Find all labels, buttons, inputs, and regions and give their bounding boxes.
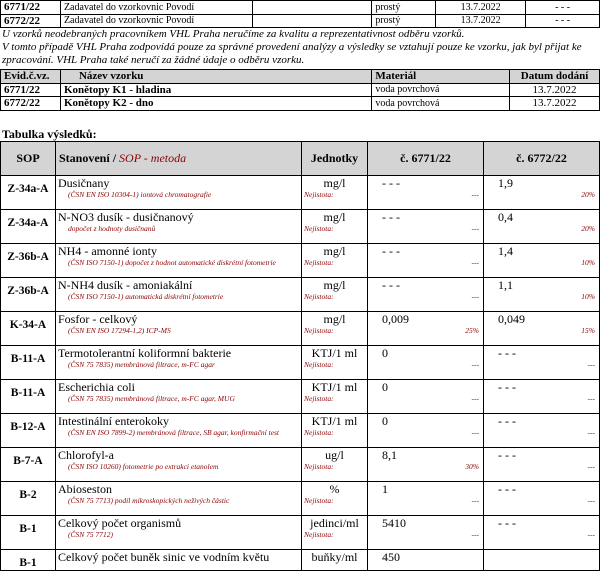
uncertainty-label: Nejistota: — [304, 291, 334, 301]
col-header-sample-1: č. 6771/22 — [368, 142, 484, 176]
nazev-cell: Konětopy K1 - hladina — [60, 83, 371, 97]
value-text: 0,049 — [498, 312, 525, 326]
value-cell-sample-1 — [368, 210, 484, 244]
uncertainty-label: Nejistota: — [304, 257, 334, 267]
stanoveni-cell — [56, 414, 302, 448]
value-text: - - - — [498, 516, 516, 530]
table-row — [1, 380, 600, 414]
uncertainty-value: --- — [587, 359, 595, 369]
table-row — [1, 1, 600, 15]
disclaimer-note — [2, 28, 598, 67]
sop-cell: Z-34a-A — [1, 210, 56, 244]
uncertainty-value: --- — [587, 495, 595, 505]
value-text: 1,9 — [498, 176, 513, 190]
evid-cell: 6771/22 — [1, 83, 61, 97]
value-cell-sample-2 — [484, 516, 600, 550]
col-header-jednotky: Jednotky — [302, 142, 368, 176]
analyte-name: Celkový počet buněk sinic ve vodním květu — [58, 550, 270, 564]
method-text: (ČSN ISO 10260) fotometrie po extrakci etanolem — [68, 461, 219, 471]
value-cell-sample-1 — [368, 176, 484, 210]
sop-cell: B-12-A — [1, 414, 56, 448]
unit-cell — [302, 448, 368, 482]
unit-cell — [302, 210, 368, 244]
sop-cell: Z-36b-A — [1, 278, 56, 312]
table-row — [1, 346, 600, 380]
uncertainty-value: --- — [471, 427, 479, 437]
evid-cell: 6772/22 — [1, 97, 61, 111]
uncertainty-value: 15% — [581, 325, 595, 335]
analyte-name: Abioseston — [58, 482, 112, 496]
value-cell-sample-1 — [368, 482, 484, 516]
table-row — [1, 210, 600, 244]
unit-cell — [302, 346, 368, 380]
table-row — [1, 97, 600, 111]
zadavatel-cell: Zadavatel do vzorkovnic Povodí — [60, 1, 252, 15]
extra-cell: - - - — [526, 1, 600, 15]
unit-cell — [302, 244, 368, 278]
analyte-name: Intestinální enterokoky — [58, 414, 169, 428]
sop-cell: B-7-A — [1, 448, 56, 482]
value-text: 0 — [382, 414, 388, 428]
table-header-row — [1, 142, 600, 176]
method-text: (ČSN 75 7713) podíl mikroskopických neživých částic — [68, 495, 230, 505]
value-cell-sample-2 — [484, 346, 600, 380]
unit-text: ug/l — [325, 448, 344, 462]
value-text: - - - — [498, 448, 516, 462]
col-header-datum: Datum dodání — [510, 70, 600, 84]
value-text: 0,009 — [382, 312, 409, 326]
value-cell-sample-2 — [484, 278, 600, 312]
value-cell-sample-2 — [484, 312, 600, 346]
material-cell: voda povrchová — [372, 83, 510, 97]
uncertainty-label: Nejistota: — [304, 461, 334, 471]
uncertainty-value: 20% — [581, 189, 595, 199]
uncertainty-value: 10% — [581, 257, 595, 267]
analyte-name: Escherichia coli — [58, 380, 135, 394]
evid-cell: 6772/22 — [1, 14, 61, 28]
value-text: 8,1 — [382, 448, 397, 462]
col-header-stanoveni — [56, 142, 302, 176]
stanoveni-cell — [56, 312, 302, 346]
results-table — [0, 141, 600, 571]
material-cell — [252, 1, 372, 15]
stanoveni-cell — [56, 516, 302, 550]
unit-text: mg/l — [323, 278, 346, 292]
col-header-material: Materiál — [372, 70, 510, 84]
value-text: 1 — [382, 482, 388, 496]
material-cell — [252, 14, 372, 28]
value-text: 5410 — [382, 516, 406, 530]
analyte-name: NH4 - amonné ionty — [58, 244, 157, 258]
unit-cell — [302, 278, 368, 312]
stanoveni-cell — [56, 380, 302, 414]
unit-cell — [302, 176, 368, 210]
uncertainty-value: --- — [471, 359, 479, 369]
method-text: (ČSN 75 7835) membránová filtrace, m-FC agar, MUG — [68, 393, 235, 403]
col-header-nazev: Název vzorku — [60, 70, 371, 84]
method-text: (ČSN EN ISO 17294-1,2) ICP-MS — [68, 325, 171, 335]
sample-submission-table — [0, 0, 600, 28]
table-header-row — [1, 70, 600, 84]
value-text: - - - — [382, 278, 400, 292]
value-cell-sample-1 — [368, 278, 484, 312]
table-row — [1, 14, 600, 28]
uncertainty-label: Nejistota: — [304, 359, 334, 369]
uncertainty-label: Nejistota: — [304, 495, 334, 505]
uncertainty-label: Nejistota: — [304, 529, 334, 539]
sop-cell: B-11-A — [1, 380, 56, 414]
stanoveni-cell — [56, 482, 302, 516]
header-separator: / — [109, 150, 120, 165]
analyte-name: Dusičnany — [58, 176, 110, 190]
value-cell-sample-1 — [368, 380, 484, 414]
uncertainty-value: --- — [587, 529, 595, 539]
value-cell-sample-2 — [484, 210, 600, 244]
col-header-evid: Evid.č.vz. — [1, 70, 61, 84]
extra-cell: - - - — [526, 14, 600, 28]
value-cell-sample-1 — [368, 550, 484, 571]
value-text: 0,4 — [498, 210, 513, 224]
disclaimer-line: V tomto případě VHL Praha zodpovídá pouze za správné provedení analýzy a výsledky se vztahují pouze ke vzorku, jak byl přijat ke zpracování. VHL Praha také neručí za žádné údaje o odběru vzorku. — [2, 41, 582, 66]
stanoveni-label: Stanovení — [59, 150, 110, 165]
col-header-sop: SOP — [1, 142, 56, 176]
datum-cell: 13.7.2022 — [510, 83, 600, 97]
value-cell-sample-2 — [484, 244, 600, 278]
uncertainty-label: Nejistota: — [304, 325, 334, 335]
stanoveni-cell — [56, 176, 302, 210]
value-cell-sample-2 — [484, 448, 600, 482]
sample-evidence-table — [0, 69, 600, 111]
table-row — [1, 312, 600, 346]
unit-text: KTJ/1 ml — [311, 380, 358, 394]
value-text — [484, 550, 599, 551]
stanoveni-cell — [56, 278, 302, 312]
unit-text: % — [329, 482, 340, 496]
method-text: (ČSN 75 7712) — [68, 529, 113, 539]
evid-cell: 6771/22 — [1, 1, 61, 15]
value-cell-sample-1 — [368, 448, 484, 482]
uncertainty-value: --- — [587, 427, 595, 437]
sop-cell: B-11-A — [1, 346, 56, 380]
unit-text: KTJ/1 ml — [311, 414, 358, 428]
zadavatel-cell: Zadavatel do vzorkovnic Povodí — [60, 14, 252, 28]
stanoveni-cell — [56, 210, 302, 244]
unit-text: mg/l — [323, 244, 346, 258]
uncertainty-value: 20% — [581, 223, 595, 233]
value-text: - - - — [498, 414, 516, 428]
uncertainty-value: --- — [471, 189, 479, 199]
uncertainty-value: 10% — [581, 291, 595, 301]
analyte-name: Chlorofyl-a — [58, 448, 114, 462]
value-cell-sample-2 — [484, 482, 600, 516]
table-row — [1, 550, 600, 571]
uncertainty-value: --- — [471, 257, 479, 267]
method-text: dopočet z hodnoty dusičnanů — [68, 223, 156, 233]
stanoveni-cell — [56, 244, 302, 278]
sop-cell: B-1 — [1, 516, 56, 550]
value-text: 0 — [382, 380, 388, 394]
sop-cell: K-34-A — [1, 312, 56, 346]
value-text: 1,4 — [498, 244, 513, 258]
method-text: (ČSN EN ISO 10304-1) iontová chromatografie — [68, 189, 212, 199]
type-cell: prostý — [372, 1, 436, 15]
analyte-name: Fosfor - celkový — [58, 312, 138, 326]
sop-cell: Z-34a-A — [1, 176, 56, 210]
unit-text: mg/l — [323, 176, 346, 190]
value-text: - - - — [498, 346, 516, 360]
value-cell-sample-1 — [368, 312, 484, 346]
disclaimer-line: U vzorků neodebraných pracovníkem VHL Praha neručíme za kvalitu a reprezentativnost odběru vzorků. — [2, 28, 465, 40]
method-text: (ČSN EN ISO 7899-2) membránová filtrace, SB agar, konfirmační test — [68, 427, 280, 437]
uncertainty-value: --- — [471, 529, 479, 539]
table-row — [1, 482, 600, 516]
unit-cell — [302, 482, 368, 516]
value-text: - - - — [382, 210, 400, 224]
unit-text: buňky/ml — [311, 550, 358, 564]
uncertainty-value: --- — [471, 495, 479, 505]
method-text: (ČSN ISO 7150-1) dopočet z hodnot automatické diskrétní fotometrie — [68, 257, 276, 267]
value-cell-sample-2 — [484, 414, 600, 448]
sop-cell: Z-36b-A — [1, 244, 56, 278]
date-cell: 13.7.2022 — [436, 14, 526, 28]
material-cell: voda povrchová — [372, 97, 510, 111]
uncertainty-label: Nejistota: — [304, 427, 334, 437]
uncertainty-value: --- — [587, 461, 595, 471]
unit-cell — [302, 312, 368, 346]
uncertainty-value: --- — [587, 393, 595, 403]
value-cell-sample-1 — [368, 346, 484, 380]
table-row — [1, 83, 600, 97]
unit-text: KTJ/1 ml — [311, 346, 358, 360]
datum-cell: 13.7.2022 — [510, 97, 600, 111]
value-text: 1,1 — [498, 278, 513, 292]
unit-text: jedinci/ml — [310, 516, 359, 530]
value-cell-sample-1 — [368, 516, 484, 550]
stanoveni-cell — [56, 550, 302, 571]
unit-text: mg/l — [323, 210, 346, 224]
method-text: (ČSN 75 7835) membránová filtrace, m-FC agar — [68, 359, 215, 369]
uncertainty-label: Nejistota: — [304, 223, 334, 233]
table-row — [1, 448, 600, 482]
value-text: - - - — [498, 380, 516, 394]
uncertainty-value: --- — [471, 223, 479, 233]
table-row — [1, 414, 600, 448]
value-text: 450 — [382, 550, 400, 564]
sop-cell: B-1 — [1, 550, 56, 571]
method-text: (ČSN ISO 7150-1) automatická diskrétní fotometrie — [68, 291, 224, 301]
stanoveni-cell — [56, 346, 302, 380]
uncertainty-label: Nejistota: — [304, 393, 334, 403]
uncertainty-value: --- — [471, 393, 479, 403]
uncertainty-label: Nejistota: — [304, 189, 334, 199]
analyte-name: N-NH4 dusík - amoniakální — [58, 278, 193, 292]
unit-cell — [302, 550, 368, 571]
stanoveni-cell — [56, 448, 302, 482]
type-cell: prostý — [372, 14, 436, 28]
sop-cell: B-2 — [1, 482, 56, 516]
table-row — [1, 278, 600, 312]
nazev-cell: Konětopy K2 - dno — [60, 97, 371, 111]
value-cell-sample-2 — [484, 550, 600, 571]
analyte-name: Celkový počet organismů — [58, 516, 182, 530]
value-cell-sample-2 — [484, 380, 600, 414]
value-text: - - - — [382, 244, 400, 258]
date-cell: 13.7.2022 — [436, 1, 526, 15]
table-row — [1, 176, 600, 210]
analyte-name: Termotolerantní koliformní bakterie — [58, 346, 232, 360]
sop-metoda-label: SOP - metoda — [119, 150, 187, 165]
col-header-sample-2: č. 6772/22 — [484, 142, 600, 176]
value-text: - - - — [498, 482, 516, 496]
unit-cell — [302, 380, 368, 414]
value-text: - - - — [382, 176, 400, 190]
unit-cell — [302, 516, 368, 550]
table-row — [1, 516, 600, 550]
table-row — [1, 244, 600, 278]
value-cell-sample-1 — [368, 414, 484, 448]
uncertainty-value: --- — [471, 291, 479, 301]
analyte-name: N-NO3 dusík - dusičnanový — [58, 210, 194, 224]
unit-cell — [302, 414, 368, 448]
value-cell-sample-1 — [368, 244, 484, 278]
unit-text: mg/l — [323, 312, 346, 326]
uncertainty-value: 25% — [465, 325, 479, 335]
results-title: Tabulka výsledků: — [2, 127, 97, 141]
uncertainty-value: 30% — [465, 461, 479, 471]
value-cell-sample-2 — [484, 176, 600, 210]
value-text: 0 — [382, 346, 388, 360]
